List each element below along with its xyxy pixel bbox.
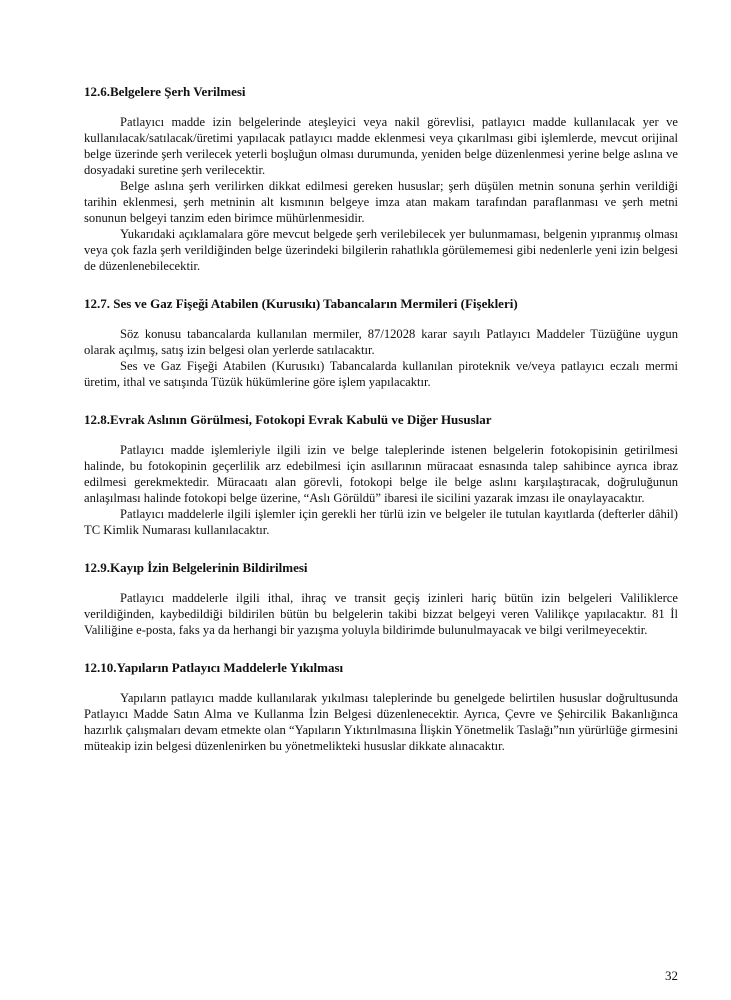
section-12-6	[84, 84, 678, 274]
paragraph: Yapıların patlayıcı madde kullanılarak yıkılması taleplerinde bu genelgede belirtilen hususlar doğrultusunda Patlayıcı Madde Satın Alma ve Kullanma İzin Belgesi düzenlenecektir. Ayrıca, Çevre ve Şehircilik Bakanlığınca hazırlık çalışmaları devam etmekte olan “Yapıların Yıktırılmasına İlişkin Yönetmelik Taslağı”nın yürürlüğe girmesini müteakip izin belgesi düzenlenirken bu yönetmelikteki hususlar dikkate alınacaktır.	[84, 691, 678, 753]
section-title: 12.6.Belgelere Şerh Verilmesi	[84, 84, 246, 99]
paragraph: Söz konusu tabancalarda kullanılan mermiler, 87/12028 karar sayılı Patlayıcı Maddeler Tüzüğüne uygun olarak açılmış, satış izin belgesi olan yerlerde satılacaktır.	[84, 327, 678, 357]
paragraph: Yukarıdaki açıklamalara göre mevcut belgede şerh verilebilecek yer bulunmaması, belgenin yıpranmış olması veya çok fazla şerh verildiğinden belge üzerindeki bilgilerin rahatlıkla görülememesi gibi nedenlerle yeni izin belgesi de düzenlenebilecektir.	[84, 227, 678, 273]
section-12-7	[84, 296, 678, 390]
paragraph: Patlayıcı madde işlemleriyle ilgili izin ve belge taleplerinde istenen belgelerin fotokopisinin getirilmesi halinde, bu fotokopinin geçerlilik arz edebilmesi için asıllarının müracaat esnasında talep sahibince ayrıca ibraz edilmesi gerekmektedir. Müracaatı alan görevli, fotokopi belge ile belge aslını karşılaştıracak, doğruluğunun anlaşılması halinde fotokopi belge üzerine, “Aslı Görüldü” ibaresi ile sicilini yazarak imzası ile onaylayacaktır.	[84, 443, 678, 505]
section-12-9	[84, 560, 678, 638]
section-title: 12.10.Yapıların Patlayıcı Maddelerle Yıkılması	[84, 660, 344, 675]
paragraph: Patlayıcı madde izin belgelerinde ateşleyici veya nakil görevlisi, patlayıcı madde kullanılacak yer ve kullanılacak/satılacak/üretimi yapılacak patlayıcı madde eklenmesi veya çıkarılması gibi işlemlerde, mevcut orijinal belge üzerinde şerh verilecek yeterli boşluğun olması durumunda, yeniden belge düzenlenmesi yerine belge aslına ve dosyadaki suretine şerh verilecektir.	[84, 115, 678, 177]
section-title: 12.8.Evrak Aslının Görülmesi, Fotokopi Evrak Kabulü ve Diğer Hususlar	[84, 412, 492, 427]
section-title: 12.9.Kayıp İzin Belgelerinin Bildirilmesi	[84, 560, 308, 575]
section-12-10	[84, 660, 678, 754]
section-title: 12.7. Ses ve Gaz Fişeği Atabilen (Kurusıkı) Tabancaların Mermileri (Fişekleri)	[84, 296, 518, 311]
paragraph: Belge aslına şerh verilirken dikkat edilmesi gereken hususlar; şerh düşülen metnin sonuna şerhin verildiği tarihin eklenmesi, şerh metninin alt kısmının belgeye imza atan makam tarafından paraflanması ve şerh metni sonunun belgeyi tanzim eden birimce mühürlenmesidir.	[84, 179, 678, 225]
page-number: 32	[665, 968, 678, 983]
paragraph: Ses ve Gaz Fişeği Atabilen (Kurusıkı) Tabancalarda kullanılan piroteknik ve/veya patlayıcı eczalı mermi üretim, ithal ve satışında Tüzük hükümlerine göre işlem yapılacaktır.	[84, 359, 678, 389]
paragraph: Patlayıcı maddelerle ilgili ithal, ihraç ve transit geçiş izinleri hariç bütün izin belgeleri Valiliklerce verildiğinden, kaybedildiği bildirilen bütün bu belgelerin takibi bizzat belgeyi veren Valilikçe yapılacaktır. 81 İl Valiliğine e-posta, faks ya da herhangi bir yazışma yoluyla bildirimde bulunulmayacak ve bilgi verilmeyecektir.	[84, 591, 678, 637]
paragraph: Patlayıcı maddelerle ilgili işlemler için gerekli her türlü izin ve belgeler ile tutulan kayıtlarda (defterler dâhil) TC Kimlik Numarası kullanılacaktır.	[84, 507, 678, 537]
section-12-8	[84, 412, 678, 538]
document-body	[84, 84, 678, 776]
